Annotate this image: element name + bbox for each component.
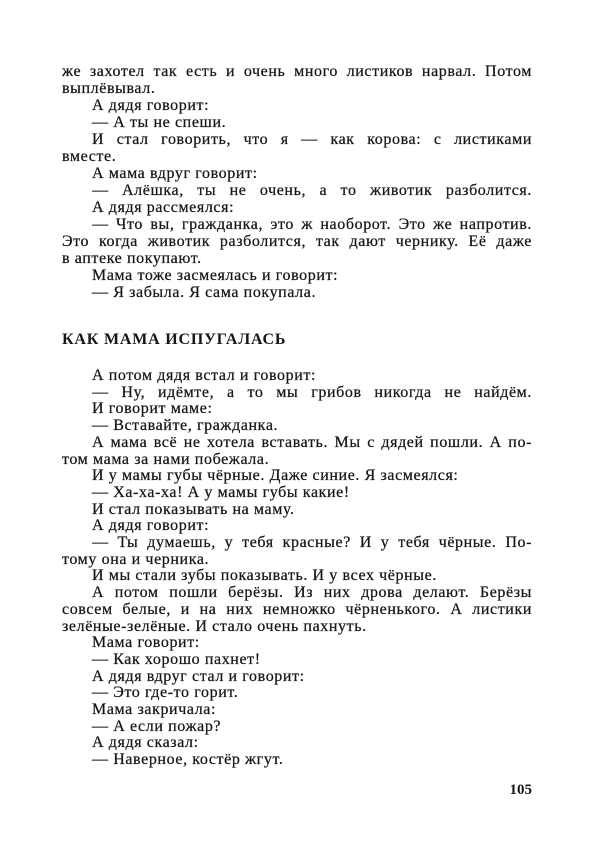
text-line: — Алёшка, ты не очень, а то животик разболится. bbox=[92, 182, 532, 199]
text-line: вместе. bbox=[62, 148, 117, 165]
text-line: зелёные-зелёные. И стало очень пахнуть. bbox=[62, 617, 367, 635]
text-line: — Вставайте, гражданка. bbox=[92, 417, 279, 435]
text-line: Мама тоже засмеялась и говорит: bbox=[92, 267, 339, 284]
text-line: совсем белые, и на них немножко чёрненького. А листики bbox=[62, 600, 532, 618]
text-line: — Ха-ха-ха! А у мамы губы какие! bbox=[92, 483, 350, 501]
text-line: Мама говорит: bbox=[92, 634, 200, 652]
text-line: И стал показывать на маму. bbox=[92, 500, 295, 518]
text-line: А потом пошли берёзы. Из них дрова делают. Берёзы bbox=[92, 584, 532, 602]
text-line: — Что вы, гражданка, это ж наоборот. Это же напротив. bbox=[92, 216, 532, 233]
text-line: А дядя говорит: bbox=[92, 97, 210, 114]
text-line: тому она и черника. bbox=[62, 550, 210, 568]
chapter-title: КАК МАМА ИСПУГАЛАСЬ bbox=[62, 331, 287, 348]
text-line: — А если пожар? bbox=[92, 717, 222, 735]
text-line: А дядя говорит: bbox=[92, 517, 210, 535]
page-number: 105 bbox=[509, 782, 532, 798]
text-line: в аптеке покупают. bbox=[62, 250, 202, 267]
text-line: Мама закричала: bbox=[92, 701, 217, 718]
text-line: А потом дядя встал и говорит: bbox=[92, 367, 317, 384]
text-line: А мама всё не хотела вставать. Мы с дядей пошли. А по- bbox=[92, 433, 532, 451]
text-line: — А ты не спеши. bbox=[92, 114, 227, 131]
text-line: И у мамы губы чёрные. Даже синие. Я засмеялся: bbox=[92, 467, 459, 485]
text-line: — Это где-то горит. bbox=[92, 684, 239, 702]
text-line: выплёвывал. bbox=[62, 80, 156, 97]
text-line: А дядя вдруг стал и говорит: bbox=[92, 667, 305, 685]
text-line: том мама за нами побежала. bbox=[62, 450, 270, 468]
text-line: — Ты думаешь, у тебя красные? И у тебя чёрные. По- bbox=[92, 534, 532, 551]
text-line: — Ну, идёмте, а то мы грибов никогда не найдём. bbox=[92, 383, 532, 401]
text-line: — Я забыла. Я сама покупала. bbox=[92, 284, 317, 301]
text-line: И мы стали зубы показывать. И у всех чёрные. bbox=[92, 567, 437, 585]
text-line: — Как хорошо пахнет! bbox=[92, 650, 261, 668]
text-line: — Наверное, костёр жгут. bbox=[92, 751, 284, 769]
text-line: А дядя сказал: bbox=[92, 734, 199, 752]
text-line: А мама вдруг говорит: bbox=[92, 165, 258, 182]
text-line: Это когда животик разболится, так дают чернику. Её даже bbox=[62, 233, 532, 250]
text-line: же захотел так есть и очень много листиков нарвал. Потом bbox=[62, 63, 532, 80]
text-line: И говорит маме: bbox=[92, 400, 213, 418]
text-line: А дядя рассмеялся: bbox=[92, 199, 235, 216]
text-line: И стал говорить, что я — как корова: с листиками bbox=[92, 131, 532, 148]
